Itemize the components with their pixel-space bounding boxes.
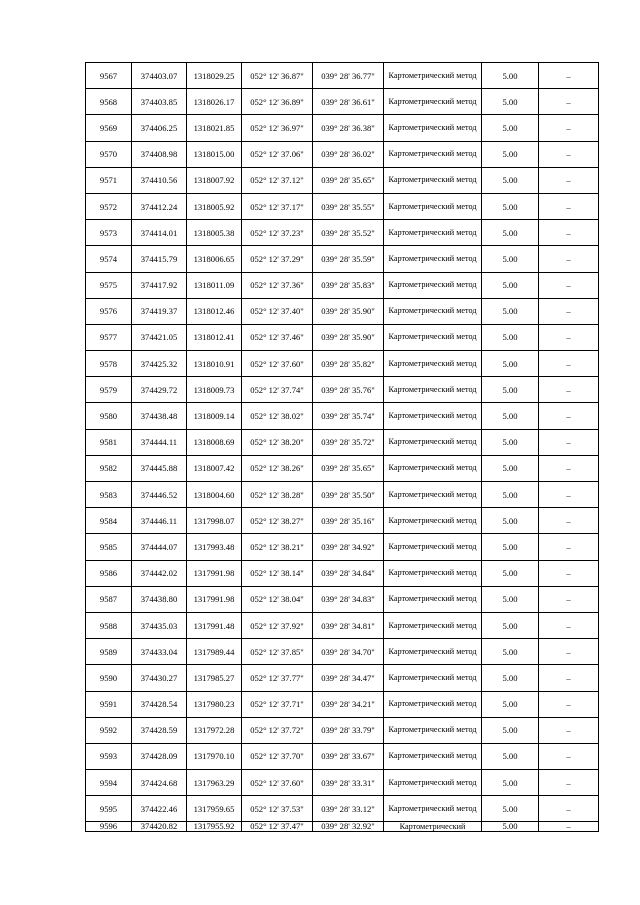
- longitude-cell: 039° 28' 35.90": [313, 298, 384, 324]
- table-row: [86, 141, 599, 167]
- point-number-cell: 9578: [86, 351, 132, 377]
- longitude-cell: 039° 28' 35.74": [313, 403, 384, 429]
- note-cell: –: [539, 534, 599, 560]
- note-cell: –: [539, 770, 599, 796]
- longitude-cell: 039° 28' 35.76": [313, 377, 384, 403]
- latitude-cell: 052° 12' 37.40": [242, 298, 313, 324]
- point-number-cell: 9576: [86, 298, 132, 324]
- note-cell: –: [539, 429, 599, 455]
- point-number-cell: 9592: [86, 717, 132, 743]
- x-coordinate-cell: 374429.72: [132, 377, 187, 403]
- y-coordinate-cell: 1317998.07: [187, 508, 242, 534]
- y-coordinate-cell: 1317972.28: [187, 717, 242, 743]
- point-number-cell: 9569: [86, 115, 132, 141]
- point-number-cell: 9582: [86, 455, 132, 481]
- table-row: [86, 586, 599, 612]
- accuracy-cell: 5.00: [482, 534, 539, 560]
- note-cell: –: [539, 796, 599, 822]
- method-cell: Картометрический метод: [384, 272, 482, 298]
- longitude-cell: 039° 28' 34.47": [313, 665, 384, 691]
- note-cell: –: [539, 691, 599, 717]
- note-cell: –: [539, 482, 599, 508]
- table-row: [86, 193, 599, 219]
- accuracy-cell: 5.00: [482, 272, 539, 298]
- longitude-cell: 039° 28' 35.55": [313, 193, 384, 219]
- point-number-cell: 9580: [86, 403, 132, 429]
- latitude-cell: 052° 12' 37.60": [242, 351, 313, 377]
- accuracy-cell: 5.00: [482, 403, 539, 429]
- y-coordinate-cell: 1318009.14: [187, 403, 242, 429]
- accuracy-cell: 5.00: [482, 796, 539, 822]
- accuracy-cell: 5.00: [482, 377, 539, 403]
- y-coordinate-cell: 1318029.25: [187, 63, 242, 89]
- accuracy-cell: 5.00: [482, 770, 539, 796]
- method-cell: Картометрический метод: [384, 665, 482, 691]
- longitude-cell: 039° 28' 33.79": [313, 717, 384, 743]
- point-number-cell: 9595: [86, 796, 132, 822]
- x-coordinate-cell: 374446.52: [132, 482, 187, 508]
- method-cell: Картометрический метод: [384, 639, 482, 665]
- accuracy-cell: 5.00: [482, 89, 539, 115]
- longitude-cell: 039° 28' 33.31": [313, 770, 384, 796]
- method-cell: Картометрический метод: [384, 351, 482, 377]
- point-number-cell: 9574: [86, 246, 132, 272]
- note-cell: –: [539, 639, 599, 665]
- x-coordinate-cell: 374438.80: [132, 586, 187, 612]
- method-cell: Картометрический метод: [384, 770, 482, 796]
- y-coordinate-cell: 1318004.60: [187, 482, 242, 508]
- x-coordinate-cell: 374421.05: [132, 324, 187, 350]
- y-coordinate-cell: 1317963.29: [187, 770, 242, 796]
- point-number-cell: 9581: [86, 429, 132, 455]
- x-coordinate-cell: 374435.03: [132, 612, 187, 638]
- method-cell: Картометрический метод: [384, 796, 482, 822]
- y-coordinate-cell: 1317991.98: [187, 560, 242, 586]
- accuracy-cell: 5.00: [482, 429, 539, 455]
- point-number-cell: 9584: [86, 508, 132, 534]
- method-cell: Картометрический метод: [384, 743, 482, 769]
- latitude-cell: 052° 12' 38.26": [242, 455, 313, 481]
- longitude-cell: 039° 28' 34.70": [313, 639, 384, 665]
- point-number-cell: 9575: [86, 272, 132, 298]
- table-row: [86, 377, 599, 403]
- y-coordinate-cell: 1317959.65: [187, 796, 242, 822]
- method-cell: Картометрический метод: [384, 220, 482, 246]
- coordinates-table: [85, 62, 599, 832]
- table-row: [86, 796, 599, 822]
- latitude-cell: 052° 12' 38.20": [242, 429, 313, 455]
- note-cell: –: [539, 298, 599, 324]
- latitude-cell: 052° 12' 36.89": [242, 89, 313, 115]
- point-number-cell: 9593: [86, 743, 132, 769]
- note-cell: –: [539, 455, 599, 481]
- latitude-cell: 052° 12' 36.97": [242, 115, 313, 141]
- x-coordinate-cell: 374422.46: [132, 796, 187, 822]
- x-coordinate-cell: 374412.24: [132, 193, 187, 219]
- note-cell: –: [539, 220, 599, 246]
- latitude-cell: 052° 12' 37.92": [242, 612, 313, 638]
- point-number-cell: 9573: [86, 220, 132, 246]
- note-cell: –: [539, 63, 599, 89]
- latitude-cell: 052° 12' 37.29": [242, 246, 313, 272]
- x-coordinate-cell: 374430.27: [132, 665, 187, 691]
- table-row: [86, 639, 599, 665]
- method-cell: Картометрический метод: [384, 534, 482, 560]
- y-coordinate-cell: 1318010.91: [187, 351, 242, 377]
- method-cell: Картометрический метод: [384, 717, 482, 743]
- y-coordinate-cell: 1317991.98: [187, 586, 242, 612]
- method-cell: Картометрический метод: [384, 377, 482, 403]
- note-cell: –: [539, 246, 599, 272]
- y-coordinate-cell: 1318021.85: [187, 115, 242, 141]
- latitude-cell: 052° 12' 38.21": [242, 534, 313, 560]
- method-cell: Картометрический метод: [384, 141, 482, 167]
- table-row: [86, 822, 599, 832]
- accuracy-cell: 5.00: [482, 717, 539, 743]
- latitude-cell: 052° 12' 38.14": [242, 560, 313, 586]
- accuracy-cell: 5.00: [482, 246, 539, 272]
- table-row: [86, 298, 599, 324]
- x-coordinate-cell: 374438.48: [132, 403, 187, 429]
- x-coordinate-cell: 374414.01: [132, 220, 187, 246]
- method-cell: Картометрический метод: [384, 167, 482, 193]
- accuracy-cell: 5.00: [482, 560, 539, 586]
- point-number-cell: 9596: [86, 822, 132, 832]
- latitude-cell: 052° 12' 37.46": [242, 324, 313, 350]
- accuracy-cell: 5.00: [482, 665, 539, 691]
- accuracy-cell: 5.00: [482, 455, 539, 481]
- point-number-cell: 9590: [86, 665, 132, 691]
- table-row: [86, 220, 599, 246]
- x-coordinate-cell: 374428.54: [132, 691, 187, 717]
- longitude-cell: 039° 28' 34.81": [313, 612, 384, 638]
- table-row: [86, 246, 599, 272]
- longitude-cell: 039° 28' 34.84": [313, 560, 384, 586]
- method-cell: Картометрический метод: [384, 115, 482, 141]
- x-coordinate-cell: 374428.59: [132, 717, 187, 743]
- method-cell: Картометрический метод: [384, 63, 482, 89]
- point-number-cell: 9579: [86, 377, 132, 403]
- point-number-cell: 9591: [86, 691, 132, 717]
- latitude-cell: 052° 12' 37.72": [242, 717, 313, 743]
- longitude-cell: 039° 28' 32.92": [313, 822, 384, 832]
- x-coordinate-cell: 374408.98: [132, 141, 187, 167]
- table-row: [86, 115, 599, 141]
- longitude-cell: 039° 28' 35.82": [313, 351, 384, 377]
- note-cell: –: [539, 586, 599, 612]
- x-coordinate-cell: 374433.04: [132, 639, 187, 665]
- x-coordinate-cell: 374410.56: [132, 167, 187, 193]
- y-coordinate-cell: 1318006.65: [187, 246, 242, 272]
- x-coordinate-cell: 374446.11: [132, 508, 187, 534]
- x-coordinate-cell: 374406.25: [132, 115, 187, 141]
- point-number-cell: 9588: [86, 612, 132, 638]
- table-row: [86, 534, 599, 560]
- latitude-cell: 052° 12' 37.60": [242, 770, 313, 796]
- latitude-cell: 052° 12' 38.27": [242, 508, 313, 534]
- longitude-cell: 039° 28' 34.21": [313, 691, 384, 717]
- latitude-cell: 052° 12' 37.53": [242, 796, 313, 822]
- point-number-cell: 9572: [86, 193, 132, 219]
- x-coordinate-cell: 374420.82: [132, 822, 187, 832]
- longitude-cell: 039° 28' 36.38": [313, 115, 384, 141]
- note-cell: –: [539, 272, 599, 298]
- point-number-cell: 9587: [86, 586, 132, 612]
- method-cell: Картометрический метод: [384, 324, 482, 350]
- table-row: [86, 612, 599, 638]
- table-row: [86, 351, 599, 377]
- method-cell: Картометрический: [384, 822, 482, 832]
- table-row: [86, 665, 599, 691]
- point-number-cell: 9583: [86, 482, 132, 508]
- y-coordinate-cell: 1317993.48: [187, 534, 242, 560]
- method-cell: Картометрический метод: [384, 246, 482, 272]
- table-row: [86, 560, 599, 586]
- point-number-cell: 9594: [86, 770, 132, 796]
- y-coordinate-cell: 1317980.23: [187, 691, 242, 717]
- note-cell: –: [539, 743, 599, 769]
- x-coordinate-cell: 374428.09: [132, 743, 187, 769]
- point-number-cell: 9586: [86, 560, 132, 586]
- y-coordinate-cell: 1318009.73: [187, 377, 242, 403]
- method-cell: Картометрический метод: [384, 89, 482, 115]
- note-cell: –: [539, 560, 599, 586]
- note-cell: –: [539, 167, 599, 193]
- method-cell: Картометрический метод: [384, 455, 482, 481]
- point-number-cell: 9589: [86, 639, 132, 665]
- note-cell: –: [539, 665, 599, 691]
- y-coordinate-cell: 1317991.48: [187, 612, 242, 638]
- note-cell: –: [539, 612, 599, 638]
- y-coordinate-cell: 1318008.69: [187, 429, 242, 455]
- longitude-cell: 039° 28' 35.83": [313, 272, 384, 298]
- note-cell: –: [539, 351, 599, 377]
- note-cell: –: [539, 324, 599, 350]
- point-number-cell: 9585: [86, 534, 132, 560]
- latitude-cell: 052° 12' 37.77": [242, 665, 313, 691]
- latitude-cell: 052° 12' 37.71": [242, 691, 313, 717]
- table-row: [86, 717, 599, 743]
- longitude-cell: 039° 28' 33.12": [313, 796, 384, 822]
- method-cell: Картометрический метод: [384, 560, 482, 586]
- method-cell: Картометрический метод: [384, 691, 482, 717]
- x-coordinate-cell: 374425.32: [132, 351, 187, 377]
- y-coordinate-cell: 1317970.10: [187, 743, 242, 769]
- table-row: [86, 272, 599, 298]
- latitude-cell: 052° 12' 37.74": [242, 377, 313, 403]
- x-coordinate-cell: 374419.37: [132, 298, 187, 324]
- longitude-cell: 039° 28' 36.61": [313, 89, 384, 115]
- latitude-cell: 052° 12' 37.85": [242, 639, 313, 665]
- note-cell: –: [539, 508, 599, 534]
- longitude-cell: 039° 28' 35.16": [313, 508, 384, 534]
- longitude-cell: 039° 28' 35.59": [313, 246, 384, 272]
- y-coordinate-cell: 1318015.00: [187, 141, 242, 167]
- table-row: [86, 770, 599, 796]
- note-cell: –: [539, 115, 599, 141]
- longitude-cell: 039° 28' 35.52": [313, 220, 384, 246]
- longitude-cell: 039° 28' 35.65": [313, 167, 384, 193]
- accuracy-cell: 5.00: [482, 324, 539, 350]
- point-number-cell: 9568: [86, 89, 132, 115]
- x-coordinate-cell: 374445.88: [132, 455, 187, 481]
- latitude-cell: 052° 12' 37.23": [242, 220, 313, 246]
- longitude-cell: 039° 28' 36.02": [313, 141, 384, 167]
- longitude-cell: 039° 28' 36.77": [313, 63, 384, 89]
- latitude-cell: 052° 12' 38.04": [242, 586, 313, 612]
- x-coordinate-cell: 374403.07: [132, 63, 187, 89]
- latitude-cell: 052° 12' 36.87": [242, 63, 313, 89]
- table-row: [86, 743, 599, 769]
- method-cell: Картометрический метод: [384, 482, 482, 508]
- method-cell: Картометрический метод: [384, 612, 482, 638]
- latitude-cell: 052° 12' 37.70": [242, 743, 313, 769]
- table-body: [86, 63, 599, 832]
- longitude-cell: 039° 28' 35.50": [313, 482, 384, 508]
- note-cell: –: [539, 403, 599, 429]
- latitude-cell: 052° 12' 37.12": [242, 167, 313, 193]
- y-coordinate-cell: 1318011.09: [187, 272, 242, 298]
- accuracy-cell: 5.00: [482, 115, 539, 141]
- table-row: [86, 455, 599, 481]
- accuracy-cell: 5.00: [482, 612, 539, 638]
- longitude-cell: 039° 28' 33.67": [313, 743, 384, 769]
- method-cell: Картометрический метод: [384, 298, 482, 324]
- accuracy-cell: 5.00: [482, 167, 539, 193]
- accuracy-cell: 5.00: [482, 586, 539, 612]
- longitude-cell: 039° 28' 35.90": [313, 324, 384, 350]
- note-cell: –: [539, 193, 599, 219]
- point-number-cell: 9577: [86, 324, 132, 350]
- table-row: [86, 63, 599, 89]
- table-row: [86, 691, 599, 717]
- y-coordinate-cell: 1318012.41: [187, 324, 242, 350]
- accuracy-cell: 5.00: [482, 639, 539, 665]
- accuracy-cell: 5.00: [482, 298, 539, 324]
- method-cell: Картометрический метод: [384, 429, 482, 455]
- y-coordinate-cell: 1318007.42: [187, 455, 242, 481]
- note-cell: –: [539, 89, 599, 115]
- y-coordinate-cell: 1318005.92: [187, 193, 242, 219]
- latitude-cell: 052° 12' 37.47": [242, 822, 313, 832]
- y-coordinate-cell: 1317985.27: [187, 665, 242, 691]
- latitude-cell: 052° 12' 37.06": [242, 141, 313, 167]
- x-coordinate-cell: 374417.92: [132, 272, 187, 298]
- accuracy-cell: 5.00: [482, 141, 539, 167]
- method-cell: Картометрический метод: [384, 508, 482, 534]
- method-cell: Картометрический метод: [384, 403, 482, 429]
- table-row: [86, 508, 599, 534]
- x-coordinate-cell: 374403.85: [132, 89, 187, 115]
- table-row: [86, 89, 599, 115]
- table-row: [86, 429, 599, 455]
- table-row: [86, 403, 599, 429]
- y-coordinate-cell: 1318012.46: [187, 298, 242, 324]
- table-row: [86, 482, 599, 508]
- y-coordinate-cell: 1318005.38: [187, 220, 242, 246]
- y-coordinate-cell: 1318026.17: [187, 89, 242, 115]
- accuracy-cell: 5.00: [482, 508, 539, 534]
- accuracy-cell: 5.00: [482, 691, 539, 717]
- latitude-cell: 052° 12' 38.02": [242, 403, 313, 429]
- note-cell: –: [539, 717, 599, 743]
- y-coordinate-cell: 1318007.92: [187, 167, 242, 193]
- accuracy-cell: 5.00: [482, 193, 539, 219]
- accuracy-cell: 5.00: [482, 482, 539, 508]
- accuracy-cell: 5.00: [482, 743, 539, 769]
- y-coordinate-cell: 1317955.92: [187, 822, 242, 832]
- x-coordinate-cell: 374444.11: [132, 429, 187, 455]
- method-cell: Картометрический метод: [384, 586, 482, 612]
- longitude-cell: 039° 28' 35.65": [313, 455, 384, 481]
- longitude-cell: 039° 28' 34.92": [313, 534, 384, 560]
- accuracy-cell: 5.00: [482, 351, 539, 377]
- note-cell: –: [539, 377, 599, 403]
- accuracy-cell: 5.00: [482, 63, 539, 89]
- x-coordinate-cell: 374442.02: [132, 560, 187, 586]
- longitude-cell: 039° 28' 35.72": [313, 429, 384, 455]
- longitude-cell: 039° 28' 34.83": [313, 586, 384, 612]
- latitude-cell: 052° 12' 37.36": [242, 272, 313, 298]
- note-cell: –: [539, 822, 599, 832]
- point-number-cell: 9571: [86, 167, 132, 193]
- latitude-cell: 052° 12' 37.17": [242, 193, 313, 219]
- y-coordinate-cell: 1317989.44: [187, 639, 242, 665]
- point-number-cell: 9570: [86, 141, 132, 167]
- table-row: [86, 324, 599, 350]
- x-coordinate-cell: 374415.79: [132, 246, 187, 272]
- x-coordinate-cell: 374424.68: [132, 770, 187, 796]
- note-cell: –: [539, 141, 599, 167]
- latitude-cell: 052° 12' 38.28": [242, 482, 313, 508]
- table-row: [86, 167, 599, 193]
- accuracy-cell: 5.00: [482, 220, 539, 246]
- method-cell: Картометрический метод: [384, 193, 482, 219]
- accuracy-cell: 5.00: [482, 822, 539, 832]
- x-coordinate-cell: 374444.07: [132, 534, 187, 560]
- point-number-cell: 9567: [86, 63, 132, 89]
